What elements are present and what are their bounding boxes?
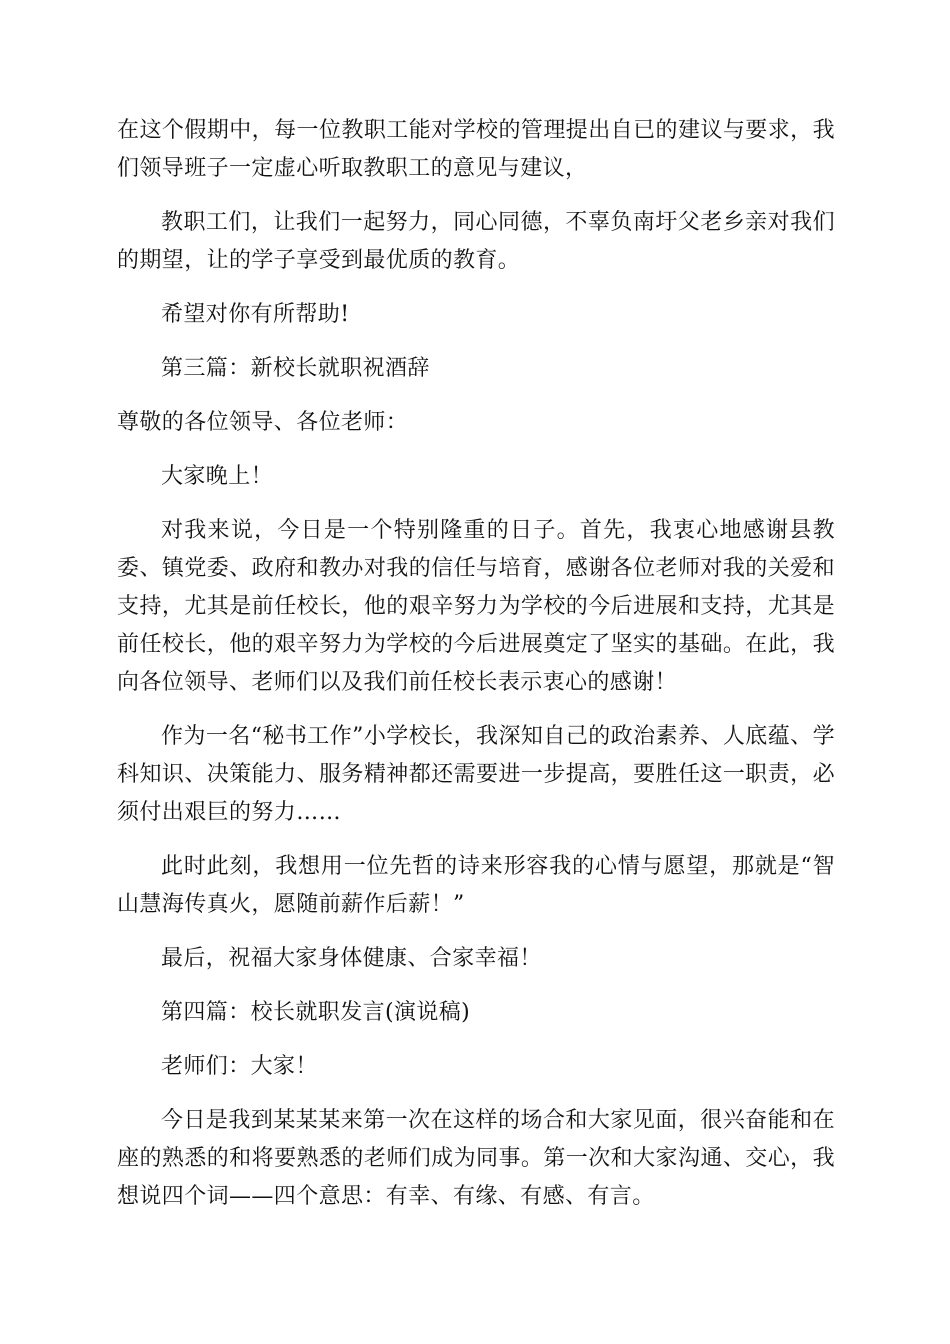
paragraph-poem: 此时此刻，我想用一位先哲的诗来形容我的心情与愿望，那就是“智山慧海传真火，愿随前薪作后薪！” [117, 854, 835, 917]
section-heading-4: 第四篇：校长就职发言(演说稿) [161, 1000, 471, 1025]
paragraph-salutation: 尊敬的各位领导、各位老师： [117, 410, 409, 435]
paragraph-first-meeting: 今日是我到某某某来第一次在这样的场合和大家见面，很兴奋能和在座的熟悉的和将要熟悉的老师们成为同事。第一次和大家沟通、交心，我想说四个词——四个意思：有幸、有缘、有感、有言。 [117, 1108, 835, 1209]
paragraph-hope-helpful: 希望对你有所帮助! [161, 302, 350, 327]
paragraph-responsibility: 作为一名“秘书工作”小学校长，我深知自己的政治素养、人底蕴、学科知识、决策能力、服务精神都还需要进一步提高，要胜任这一职责，必须付出艰巨的努力…… [117, 724, 835, 825]
paragraph-staff-appeal: 教职工们，让我们一起努力，同心同德，不辜负南圩父老乡亲对我们的期望，让的学子享受到最优质的教育。 [117, 210, 835, 273]
paragraph-greeting: 大家晚上！ [161, 464, 274, 489]
paragraph-teachers-greeting: 老师们：大家！ [161, 1054, 318, 1079]
paragraph-blessing: 最后，祝福大家身体健康、合家幸福！ [161, 946, 542, 971]
section-heading-3: 第三篇：新校长就职祝酒辞 [161, 356, 430, 381]
paragraph-suggestions: 在这个假期中，每一位教职工能对学校的管理提出自已的建议与要求，我们领导班子一定虚心听取教职工的意见与建议， [117, 118, 835, 181]
paragraph-thanks: 对我来说，今日是一个特别隆重的日子。首先，我衷心地感谢县教委、镇党委、政府和教办对我的信任与培育，感谢各位老师对我的关爱和支持，尤其是前任校长，他的艰辛努力为学校的今后进展和支持，尤其是前任校长，他的艰辛努力为学校的今后进展奠定了坚实的基础。在此，我向各位领导、老师们以及我们前任校长表示衷心的感谢！ [117, 518, 835, 695]
document-body [117, 112, 835, 1232]
